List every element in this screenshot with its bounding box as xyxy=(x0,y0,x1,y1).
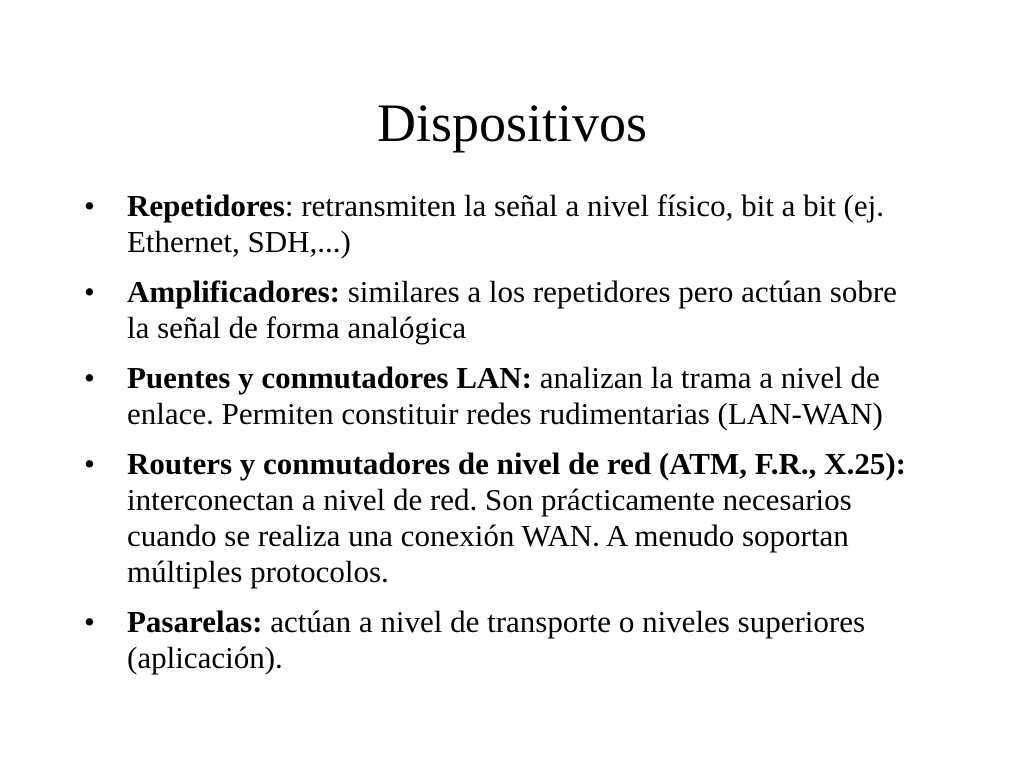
bullet-item-puentes xyxy=(0,360,917,432)
bullet-item-pasarelas xyxy=(0,604,917,676)
bullet-dot-icon: • xyxy=(84,446,95,481)
bullet-text: actúan a nivel de transporte o niveles superiores (aplicación). xyxy=(127,604,866,675)
bullet-text: : retransmiten la señal a nivel físico, bit a bit (ej. Ethernet, SDH,...) xyxy=(127,188,885,259)
bullet-text: similares a los repetidores pero actúan sobre la señal de forma analógica xyxy=(127,274,897,345)
bullet-dot-icon: • xyxy=(84,274,95,309)
bullet-dot-icon: • xyxy=(84,604,95,639)
bullet-term: Routers y conmutadores de nivel de red (ATM, F.R., X.25): xyxy=(127,446,906,481)
bullet-term: Amplificadores: xyxy=(127,274,340,309)
bullet-list xyxy=(0,188,1024,690)
bullet-term: Repetidores xyxy=(127,188,285,223)
bullet-dot-icon: • xyxy=(84,188,95,223)
slide-title: Dispositivos xyxy=(376,93,648,153)
bullet-item-amplificadores xyxy=(0,274,917,346)
bullet-item-repetidores xyxy=(0,188,917,260)
bullet-text: interconectan a nivel de red. Son prácticamente necesarios cuando se realiza una conexión WAN. A menudo soportan múltiples protocolos. xyxy=(127,482,852,589)
bullet-term: Puentes y conmutadores LAN: xyxy=(127,360,532,395)
bullet-text: analizan la trama a nivel de enlace. Permiten constituir redes rudimentarias (LAN-WAN) xyxy=(127,360,883,431)
bullet-dot-icon: • xyxy=(84,360,95,395)
bullet-item-routers xyxy=(0,446,917,590)
bullet-term: Pasarelas: xyxy=(127,604,263,639)
